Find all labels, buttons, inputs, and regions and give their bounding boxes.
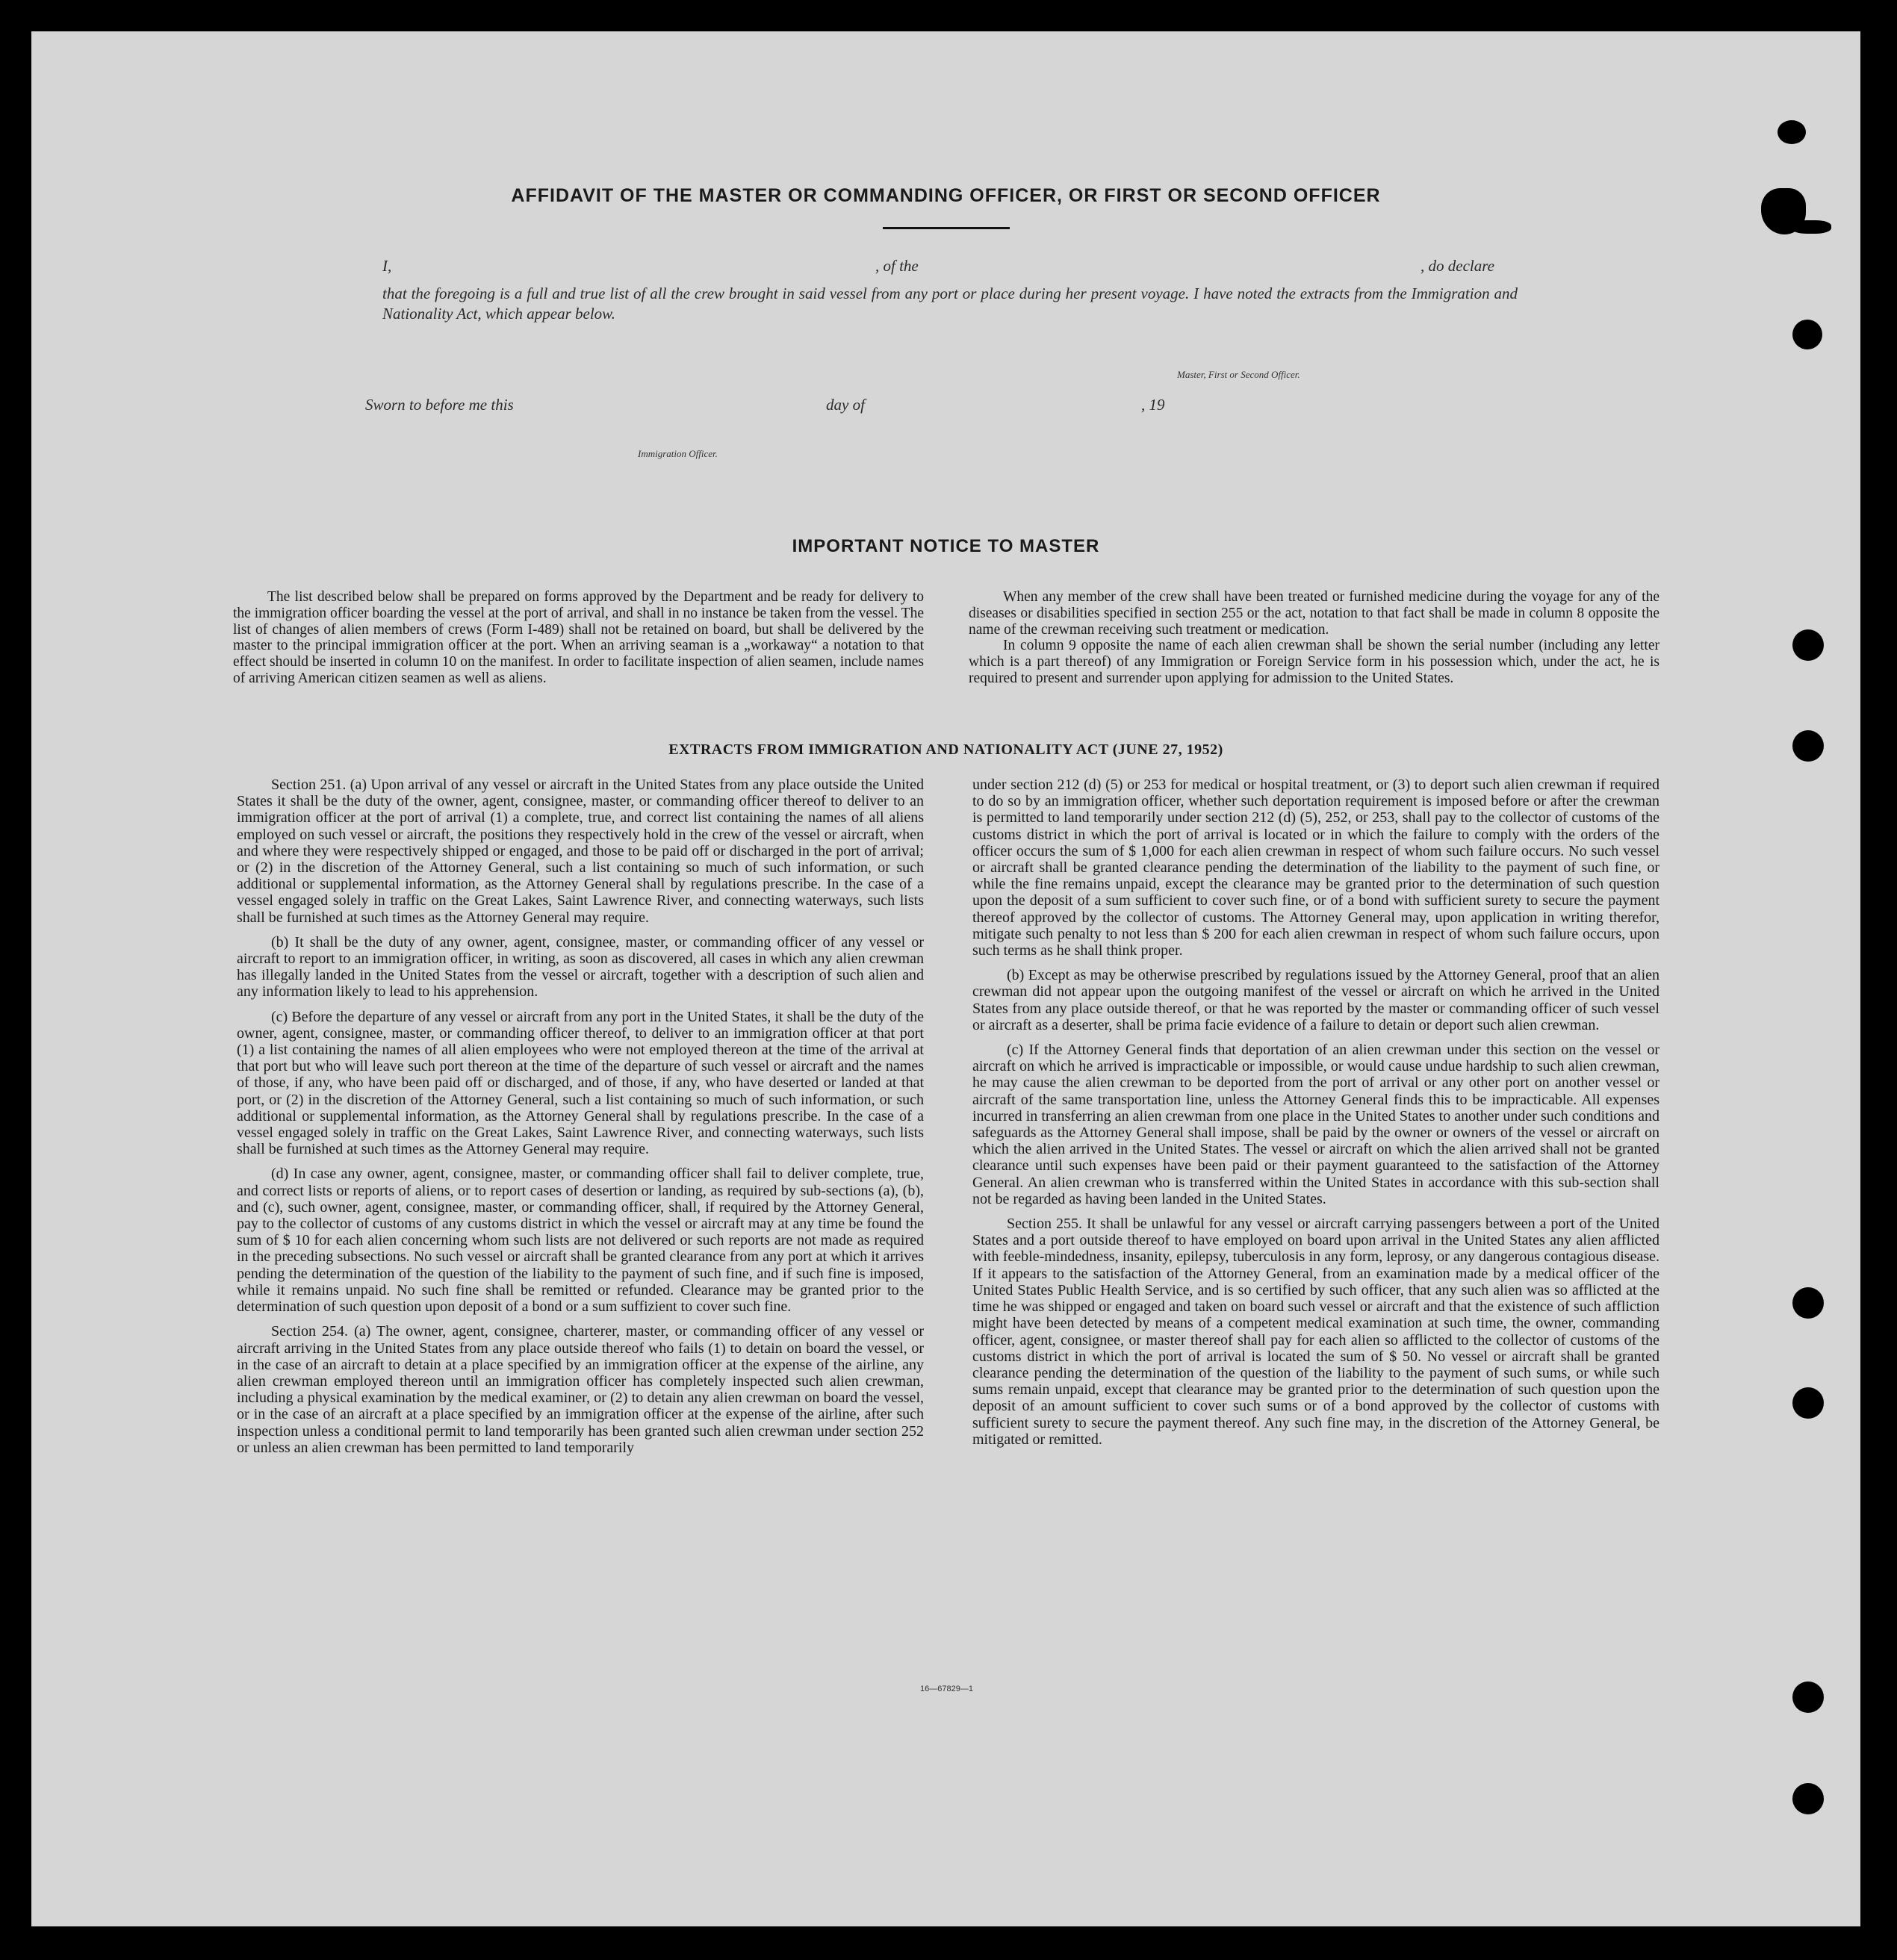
extract-paragraph: (b) It shall be the duty of any owner, agent, consignee, master, or commanding officer of any vessel or aircraft to report to an immigration officer, in writing, as soon as discovered, all cases in which any alien crewman has illegally landed in the United States from the vessel or aircraft, together with a description of such alien and any information likely to lead to his apprehension. (237, 933, 924, 1001)
affidavit-title: AFFIDAVIT OF THE MASTER OR COMMANDING OFFICER, OR FIRST OR SECOND OFFICER (511, 185, 1381, 206)
extract-paragraph: (c) If the Attorney General finds that deportation of an alien crewman under this section on the vessel or aircraft on which he arrived is impracticable or impossible, or would cause undue hardship to such alien crewman, he may cause the alien crewman to be deported from the port of arrival or any other port on another vessel or aircraft of the same transportation line, unless the Attorney General finds this to be impracticable. All expenses incurred in transferring an alien crewman from one place in the United States to another under such conditions and safeguards as the Attorney General shall impose, shall be paid by the owner or owners of the vessel or aircraft on which the alien arrived in the United States. The vessel or aircraft on which the alien arrived shall not be granted clearance until such expenses have been paid or their payment guaranteed to the satisfaction of the Attorney General. An alien crewman who is transferred within the United States in accordance with this sub-section shall not be regarded as having been landed in the United States. (972, 1042, 1660, 1207)
punch-hole (1791, 220, 1831, 234)
affidavit-declaration: that the foregoing is a full and true list of all the crew brought in said vessel from any port or place during her present voyage. I have noted the extracts from the Immigration and Nationality Act, which appear below. (382, 284, 1518, 323)
notice-paragraph: The list described below shall be prepared on forms approved by the Department and be ready for delivery to the immigration officer boarding the vessel at the port of arrival, and shall in no instance be taken from the vessel. The list of changes of alien members of crews (Form I-489) shall not be retained on board, but shall be delivered by the master to the principal immigration officer at the port. When an arriving seaman is a „workaway“ a notation to that effect should be inserted in column 10 on the manifest. In order to facilitate inspection of alien seamen, include names of arriving American citizen seamen as well as aliens. (233, 589, 924, 686)
extracts-left-column (237, 777, 924, 1464)
extract-paragraph: Section 251. (a) Upon arrival of any vessel or aircraft in the United States from any place outside the United States it shall be the duty of the owner, agent, consignee, master, or commanding officer thereof to deliver to an immigration officer at the port of arrival (1) a complete, true, and correct list containing the names of all aliens employed on such vessel or aircraft, the positions they respectively hold in the crew of the vessel or aircraft, when and where they were respectively shipped or engaged, and those to be paid off or discharged in the port of arrival; or (2) in the discretion of the Attorney General, such a list containing so much of such information, or such additional or supplemental information, as the Attorney General shall by regulations prescribe. In the case of a vessel engaged solely in traffic on the Great Lakes, Saint Lawrence River, and connecting waterways, such lists shall be furnished at such times as the Attorney General may require. (237, 777, 924, 926)
punch-hole (1792, 1783, 1824, 1814)
affidavit-declare: , do declare (1421, 257, 1494, 275)
extract-paragraph: (b) Except as may be otherwise prescribed by regulations issued by the Attorney General, proof that an alien crewman did not appear upon the outgoing manifest of the vessel or aircraft on which he arrived in the United States from any place outside thereof, or that he was reported by the master or commanding officer of such vessel or aircraft as a deserter, shall be prima facie evidence of a failure to detain or deport such alien crewman. (972, 967, 1660, 1033)
extract-paragraph: (d) In case any owner, agent, consignee, master, or commanding officer shall fail to deliver complete, true, and correct lists or reports of aliens, or to report cases of desertion or landing, as required by sub-sections (a), (b), and (c), such owner, agent, consignee, master, or commanding officer, shall, if required by the Attorney General, pay to the collector of customs of any customs district in which the vessel or aircraft may at any time be found the sum of $ 10 for each alien concerning whom such lists are not delivered or such reports are not made as required in the preceding subsections. No such vessel or aircraft shall be granted clearance from any port at which it arrives pending the determination of the question of the liability to the payment of such fine, and if such fine is imposed, while it remains unpaid. No such fine shall be remitted or refunded. Clearance may be granted prior to the determination of such question upon deposit of a bond or a sum suffizient to cover such fine. (237, 1166, 924, 1316)
notice-title: IMPORTANT NOTICE TO MASTER (792, 536, 1100, 556)
extract-paragraph: (c) Before the departure of any vessel or aircraft from any port in the United States, it shall be the duty of the owner, agent, consignee, master, or commanding officer thereof, to deliver to an immigration officer at that port (1) a list containing the names of all alien employees who were not employed thereon at the time of the arrival at that port but who will leave such port thereon at the time of the departure of such vessel or aircraft and the names of those, if any, who have been paid off or discharged, and of those, if any, who have deserted or landed at that port, or (2) in the discretion of the Attorney General, such a list containing so much of such information, or such additional or supplemental information, as the Attorney General shall by regulations prescribe. In the case of a vessel engaged solely in traffic on the Great Lakes, Saint Lawrence River, and connecting waterways, such lists shall be furnished at such times as the Attorney General may require. (237, 1008, 924, 1158)
notice-paragraph: When any member of the crew shall have been treated or furnished medicine during the voyage for any of the diseases or disabilities specified in section 255 or the act, notation to that fact shall be made in column 8 opposite the name of the crewman receiving such treatment or medication. (969, 589, 1660, 638)
document-page (31, 31, 1860, 1926)
notice-right-column (969, 589, 1660, 687)
affidavit-of-the: , of the (875, 257, 919, 275)
year-text: , 19 (1141, 396, 1165, 414)
affidavit-i: I, (382, 257, 392, 275)
punch-hole (1792, 1681, 1824, 1713)
sworn-text: Sworn to before me this (365, 396, 514, 414)
punch-hole (1792, 629, 1824, 661)
notice-left-column (233, 589, 924, 687)
punch-hole (1778, 120, 1806, 144)
punch-hole (1792, 320, 1822, 349)
day-of-text: day of (826, 396, 865, 414)
extracts-title: EXTRACTS FROM IMMIGRATION AND NATIONALITY ACT (JUNE 27, 1952) (668, 741, 1223, 758)
extracts-right-column (972, 777, 1660, 1456)
notice-paragraph: In column 9 opposite the name of each alien crewman shall be shown the serial number (including any letter which is a part thereof) of any Immigration or Foreign Service form in his possession which, under the act, he is required to present and surrender upon applying for admission to the United States. (969, 638, 1660, 686)
punch-hole (1792, 730, 1824, 762)
immigration-officer-label: Immigration Officer. (638, 448, 718, 459)
extract-paragraph: Section 254. (a) The owner, agent, consignee, charterer, master, or commanding officer of any vessel or aircraft arriving in the United States from any place outside thereof who fails (1) to detain on board the vessel, or in the case of an aircraft to detain at a place specified by an immigration officer at the expense of the airline, any alien crewman employed thereon until an immigration officer has completely inspected such alien crewman, including a physical examination by the medical examiner, or (2) to detain any alien crewman on board the vessel, or in the case of an aircraft at a place specified by an immigration officer at the expense of the airline, after such inspection unless a conditional permit to land temporarily has been granted such alien crewman under section 252 or unless an alien crewman has been permitted to land temporarily (237, 1323, 924, 1456)
extract-paragraph: Section 255. It shall be unlawful for any vessel or aircraft carrying passengers between a port of the United States and a port outside thereof to have employed on board upon arrival in the United States any alien afflicted with feeble-mindedness, insanity, epilepsy, tuberculosis in any form, leprosy, or any dangerous contagious disease. If it appears to the satisfaction of the Attorney General, from an examination made by a medical officer of the United States Public Health Service, and is so certified by such officer, that any such alien was so afflicted at the time he was shipped or engaged and taken on board such vessel or aircraft and that the existence of such affliction might have been detected by means of a competent medical examination at such time, the owner, commanding officer, agent, consignee, or master thereof shall pay for each alien so afflicted to the collector of customs of the customs district in which the port of arrival is located the sum of $ 50. No vessel or aircraft shall be granted clearance pending the determination of the question of the liability to the payment of such sums, or while such sums remain unpaid, except that clearance may be granted prior to the determination of such question upon the deposit of an amount sufficient to cover such sums or of a bond approved by the collector of customs with sufficient surety to secure the payment thereof. Any such fine may, in the discretion of the Attorney General, be mitigated or remitted. (972, 1216, 1660, 1448)
extract-paragraph: under section 212 (d) (5) or 253 for medical or hospital treatment, or (3) to deport such alien crewman if required to do so by an immigration officer, whether such deportation requirement is imposed before or after the crewman is permitted to land temporarily under section 212 (d) (5), 252, or 253, shall pay to the collector of customs of the customs district in which the port of arrival is located or in which the failure to comply with the orders of the officer occurs the sum of $ 1,000 for each alien crewman in respect of whom such failure occurs. No such vessel or aircraft shall be granted clearance pending the determination of the liability to the payment of such fine, or while the fine remains unpaid, except the clearance may be granted prior to the determination of such question upon the deposit of a sum sufficient to cover such fine, or of a bond with sufficient surety to secure the payment thereof approved by the collector of customs. The Attorney General may, upon application in writing therefor, mitigate such penalty to not less than $ 200 for each alien crewman in respect of whom such failure occurs, upon such terms as he shall think proper. (972, 777, 1660, 959)
master-signature-label: Master, First or Second Officer. (1177, 369, 1300, 380)
punch-hole (1792, 1387, 1824, 1419)
title-underline (883, 227, 1010, 229)
punch-hole (1792, 1287, 1824, 1319)
form-number: 16—67829—1 (920, 1684, 973, 1693)
